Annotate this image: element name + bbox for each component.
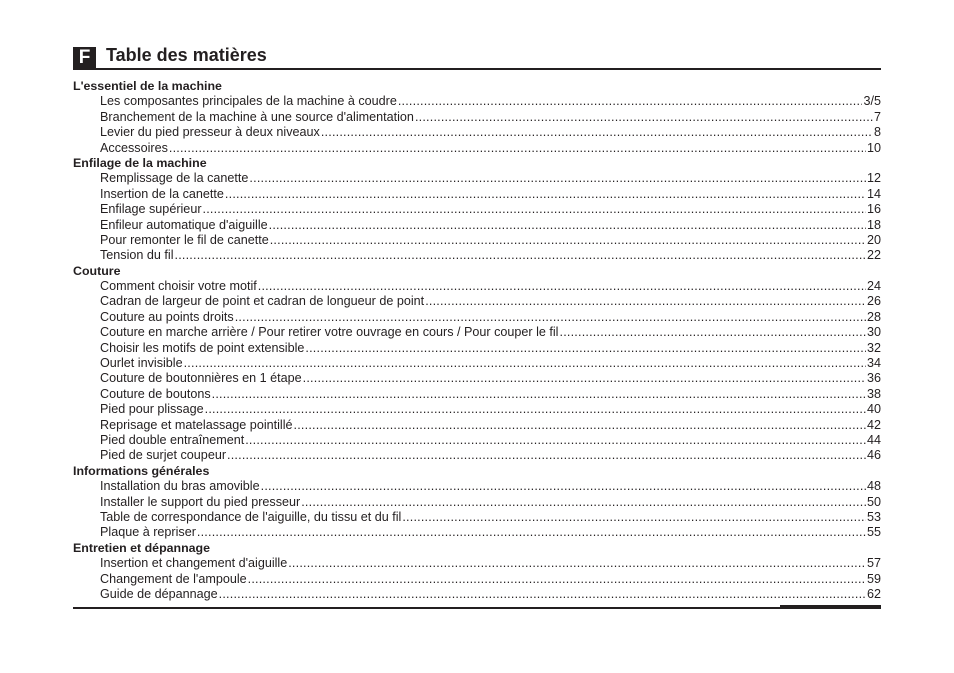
- toc-entry-label: Enfilage supérieur: [100, 202, 202, 217]
- toc-page-number: 22: [866, 248, 881, 263]
- toc-entry[interactable]: [73, 387, 881, 402]
- toc-page-number: 30: [866, 325, 881, 340]
- toc-entry-label: Changement de l'ampoule: [100, 571, 247, 586]
- toc-page-number: 36: [866, 371, 881, 386]
- toc-entry[interactable]: [73, 187, 881, 202]
- toc-entry[interactable]: [73, 572, 881, 587]
- toc-section-heading: Informations générales: [73, 463, 210, 478]
- toc-entry[interactable]: [73, 233, 881, 248]
- toc-leader-dots: [245, 433, 866, 448]
- toc-entry[interactable]: [73, 125, 881, 140]
- toc-entry-label: Les composantes principales de la machine à coudre: [100, 94, 397, 109]
- toc-page-number: 53: [866, 509, 881, 524]
- toc-entry[interactable]: [73, 218, 881, 233]
- footer-rule: [73, 607, 881, 609]
- toc-leader-dots: [219, 587, 866, 602]
- toc-entry-label: Couture en marche arrière / Pour retirer votre ouvrage en cours / Pour couper le fil: [100, 325, 559, 340]
- page-title: Table des matières: [106, 45, 267, 65]
- toc-entry[interactable]: [73, 371, 881, 386]
- toc-leader-dots: [270, 233, 866, 248]
- toc-entry-label: Cadran de largeur de point et cadran de longueur de point: [100, 294, 425, 309]
- toc-entry-label: Levier du pied presseur à deux niveaux: [100, 125, 320, 140]
- toc-section-heading: L'essentiel de la machine: [73, 79, 222, 93]
- toc-page-number: 62: [866, 586, 881, 601]
- toc-page-number: 24: [866, 279, 881, 294]
- toc-page-number: 48: [866, 479, 881, 494]
- toc-leader-dots: [225, 187, 866, 202]
- toc-leader-dots: [197, 525, 866, 540]
- toc-page-number: 46: [866, 448, 881, 463]
- toc-page-number: 20: [866, 232, 881, 247]
- toc-entry[interactable]: [73, 94, 881, 109]
- toc-page-number: 28: [866, 309, 881, 324]
- toc-leader-dots: [560, 325, 866, 340]
- toc-entry-label: Accessoires: [100, 140, 168, 155]
- toc-page-number: 57: [866, 556, 881, 571]
- toc-entry[interactable]: [73, 110, 881, 125]
- toc-entry-label: Tension du fil: [100, 248, 174, 263]
- toc-entry-label: Couture de boutons: [100, 386, 211, 401]
- toc-leader-dots: [303, 371, 866, 386]
- toc-entry-label: Insertion de la canette: [100, 186, 224, 201]
- language-badge: F: [73, 47, 96, 69]
- toc-entry-label: Pied double entraînement: [100, 432, 245, 447]
- toc-page-number: 50: [866, 494, 881, 509]
- page-header: [73, 44, 881, 68]
- toc-entry-label: Ourlet invisible: [100, 356, 183, 371]
- toc-leader-dots: [321, 125, 873, 140]
- toc-leader-dots: [305, 341, 866, 356]
- toc-entry-label: Pied de surjet coupeur: [100, 448, 227, 463]
- toc-leader-dots: [301, 495, 866, 510]
- toc-entry[interactable]: [73, 448, 881, 463]
- toc-leader-dots: [288, 556, 866, 571]
- toc-entry[interactable]: [73, 310, 881, 325]
- toc-entry-label: Pour remonter le fil de canette: [100, 232, 269, 247]
- toc-entry[interactable]: [73, 479, 881, 494]
- toc-entry-label: Enfileur automatique d'aiguille: [100, 217, 268, 232]
- toc-entry-label: Branchement de la machine à une source d'alimentation: [100, 109, 414, 124]
- toc-leader-dots: [258, 279, 866, 294]
- toc-leader-dots: [205, 402, 866, 417]
- toc-leader-dots: [203, 202, 866, 217]
- toc-leader-dots: [235, 310, 866, 325]
- toc-entry[interactable]: [73, 279, 881, 294]
- toc-leader-dots: [425, 294, 866, 309]
- toc-page-number: 32: [866, 340, 881, 355]
- toc-page-number: 34: [866, 356, 881, 371]
- toc-entry[interactable]: [73, 248, 881, 263]
- toc-entry[interactable]: [73, 525, 881, 540]
- toc-entry-label: Reprisage et matelassage pointillé: [100, 417, 293, 432]
- toc-entry-label: Remplissage de la canette: [100, 171, 249, 186]
- toc-leader-dots: [212, 387, 866, 402]
- toc-entry[interactable]: [73, 418, 881, 433]
- toc-leader-dots: [227, 448, 866, 463]
- toc-entry-label: Comment choisir votre motif: [100, 279, 257, 294]
- toc-entry[interactable]: [73, 587, 881, 602]
- toc-section-heading: Entretien et dépannage: [73, 540, 211, 555]
- toc-entry-label: Couture au points droits: [100, 309, 234, 324]
- toc-entry-label: Installer le support du pied presseur: [100, 494, 301, 509]
- toc-entry[interactable]: [73, 294, 881, 309]
- toc-section-heading: Enfilage de la machine: [73, 155, 207, 170]
- header-rule: [73, 68, 881, 70]
- table-of-contents: [73, 79, 881, 602]
- toc-section-heading: Couture: [73, 263, 121, 278]
- toc-entry-label: Guide de dépannage: [100, 586, 218, 601]
- toc-page-number: 59: [866, 571, 881, 586]
- toc-entry[interactable]: [73, 141, 881, 156]
- toc-entry[interactable]: [73, 433, 881, 448]
- toc-entry[interactable]: [73, 356, 881, 371]
- toc-leader-dots: [184, 356, 866, 371]
- toc-page-number: 12: [866, 171, 881, 186]
- toc-entry[interactable]: [73, 402, 881, 417]
- toc-entry-label: Pied pour plissage: [100, 402, 204, 417]
- toc-entry[interactable]: [73, 556, 881, 571]
- toc-page-number: 16: [866, 202, 881, 217]
- toc-leader-dots: [398, 94, 863, 109]
- toc-page-number: 26: [866, 294, 881, 309]
- toc-page-number: 10: [866, 140, 881, 155]
- toc-page-number: 7: [873, 109, 881, 124]
- toc-page-number: 3/5: [863, 94, 881, 109]
- toc-leader-dots: [175, 248, 866, 263]
- toc-entry[interactable]: [73, 202, 881, 217]
- toc-entry-label: Table de correspondance de l'aiguille, du tissu et du fil: [100, 509, 402, 524]
- toc-entry-label: Choisir les motifs de point extensible: [100, 340, 305, 355]
- toc-leader-dots: [269, 218, 866, 233]
- toc-page-number: 38: [866, 386, 881, 401]
- toc-entry-label: Installation du bras amovible: [100, 479, 260, 494]
- toc-page-number: 14: [866, 186, 881, 201]
- toc-entry-label: Plaque à repriser: [100, 525, 196, 540]
- toc-entry[interactable]: [73, 325, 881, 340]
- toc-entry[interactable]: [73, 171, 881, 186]
- toc-entry-label: Couture de boutonnières en 1 étape: [100, 371, 302, 386]
- toc-leader-dots: [294, 418, 866, 433]
- toc-page-number: 55: [866, 525, 881, 540]
- toc-leader-dots: [169, 141, 866, 156]
- toc-page-number: 18: [866, 217, 881, 232]
- toc-entry[interactable]: [73, 495, 881, 510]
- toc-leader-dots: [249, 171, 866, 186]
- toc-page-number: 44: [866, 432, 881, 447]
- toc-leader-dots: [248, 572, 866, 587]
- toc-leader-dots: [402, 510, 866, 525]
- toc-entry-label: Insertion et changement d'aiguille: [100, 556, 288, 571]
- toc-leader-dots: [415, 110, 873, 125]
- toc-leader-dots: [261, 479, 866, 494]
- toc-page-number: 8: [873, 125, 881, 140]
- toc-page-number: 40: [866, 402, 881, 417]
- toc-entry[interactable]: [73, 341, 881, 356]
- toc-page-number: 42: [866, 417, 881, 432]
- toc-entry[interactable]: [73, 510, 881, 525]
